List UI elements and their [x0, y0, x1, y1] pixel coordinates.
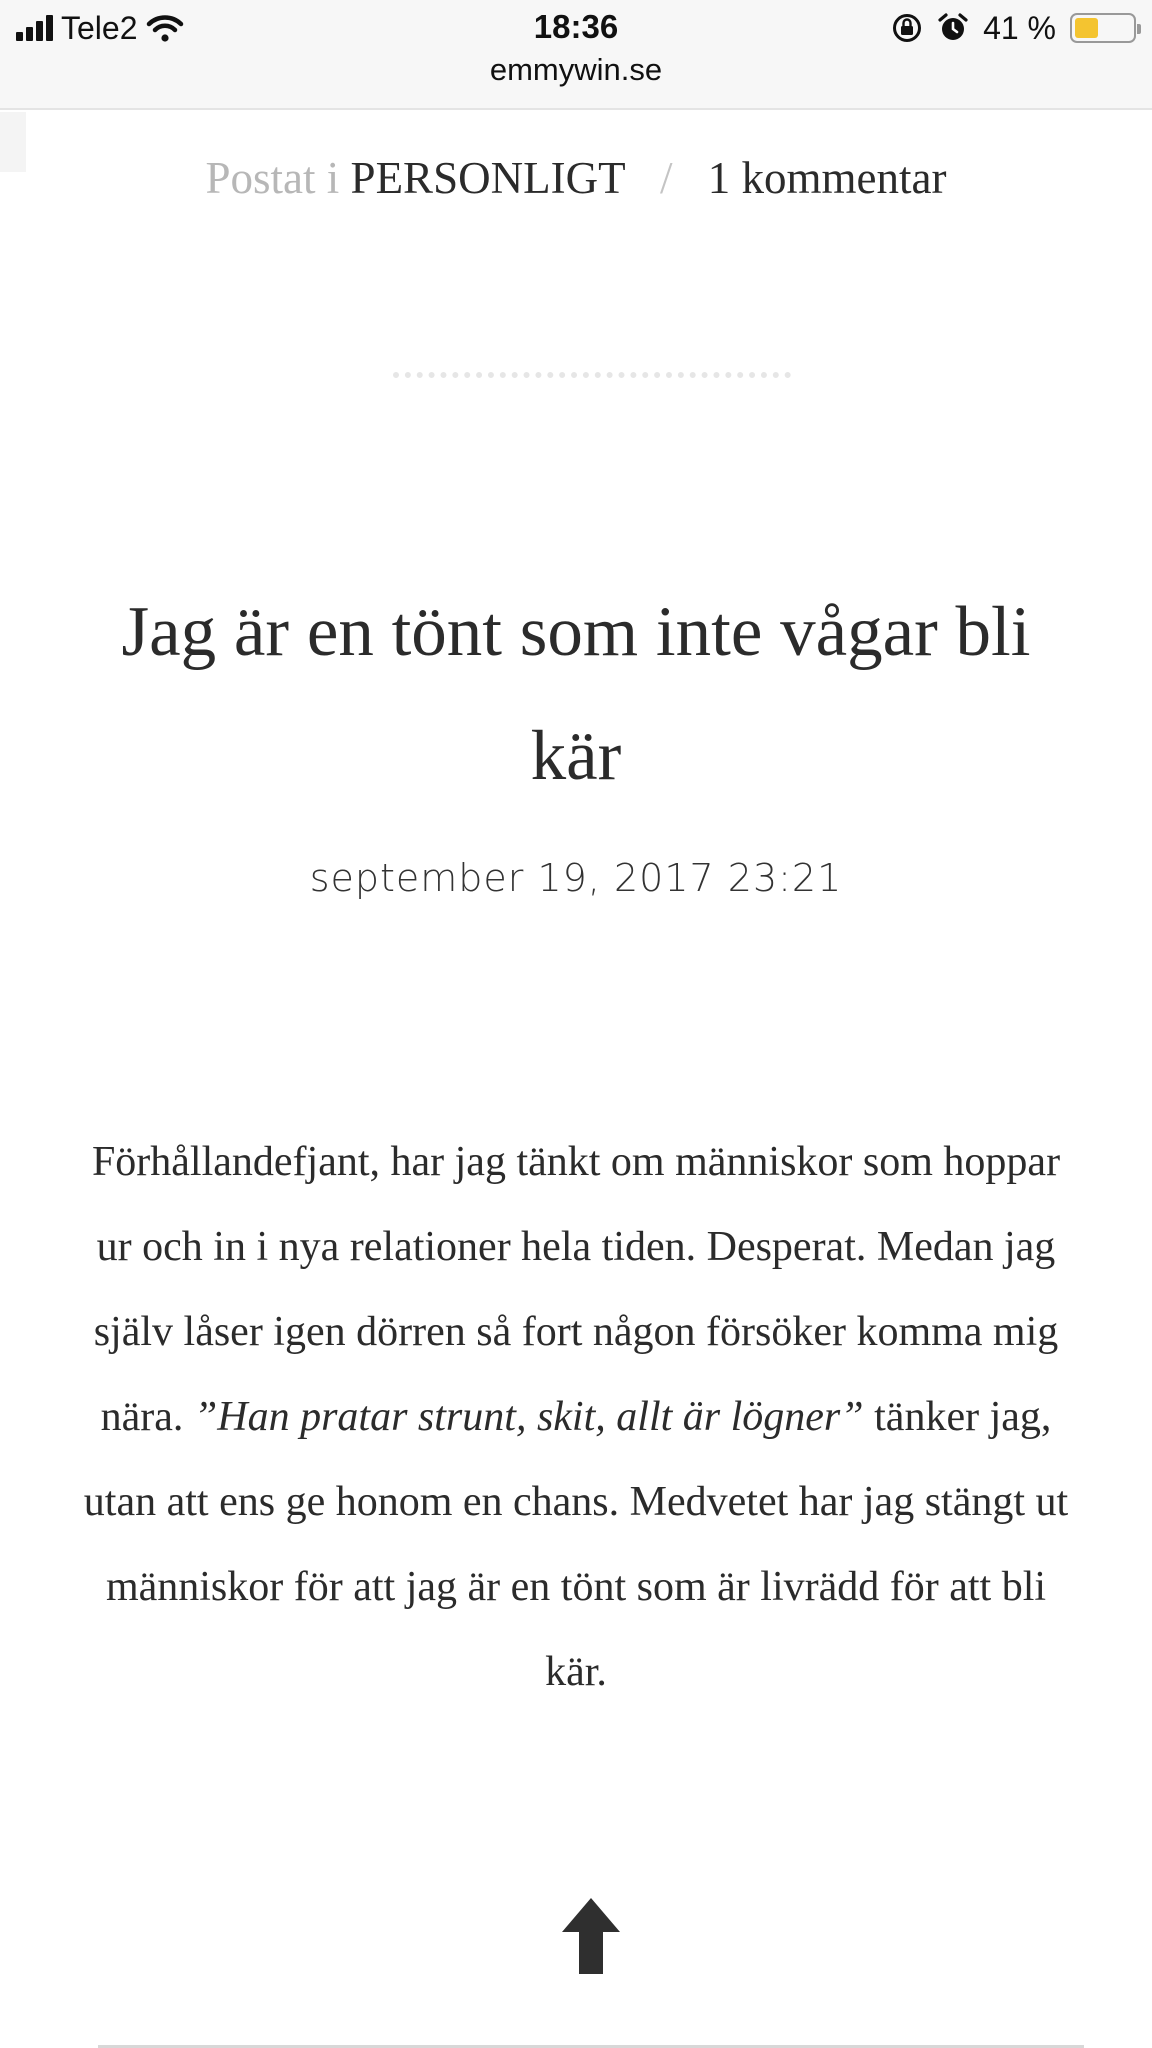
- post-date: september 19, 2017 23:21: [309, 856, 843, 900]
- meta-separator: /: [660, 153, 673, 203]
- post-meta: [0, 152, 1152, 204]
- address-bar-url[interactable]: emmywin.se: [489, 52, 663, 87]
- carrier-name: Tele2: [61, 9, 138, 46]
- dotted-divider: [393, 372, 791, 378]
- body-text-part1: Förhållandefjant, har jag tänkt om människor som hoppar ur och in i nya relationer hela tiden. Desperat. Medan jag själv låser igen dörren så fort någon försöker komma mig nära.: [91, 1139, 1061, 1440]
- orientation-lock-icon: [891, 12, 923, 44]
- body-text-part2: tänker jag, utan att ens ge honom en chans. Medvetet har jag stängt ut människor för att jag är en tönt som är livrädd för att bli kär.: [83, 1394, 1069, 1695]
- category-link[interactable]: PERSONLIGT: [350, 153, 625, 203]
- body-quote: ”Han pratar strunt, skit, allt är lögner”: [193, 1394, 864, 1440]
- comments-link[interactable]: 1 kommentar: [707, 153, 947, 203]
- clock: 18:36: [533, 8, 619, 45]
- alarm-icon: [937, 12, 969, 44]
- post-title: Jag är en tönt som inte vågar bli kär: [121, 593, 1031, 795]
- scroll-to-top-icon[interactable]: [562, 1898, 620, 1974]
- system-indicators: [891, 8, 1136, 48]
- battery-level: [1075, 18, 1098, 38]
- meta-prefix: Postat i: [205, 153, 340, 203]
- status-bar: [0, 0, 1152, 110]
- battery-percent: 41 %: [983, 9, 1056, 46]
- post-body: [82, 1120, 1070, 1715]
- battery-icon: [1070, 13, 1136, 43]
